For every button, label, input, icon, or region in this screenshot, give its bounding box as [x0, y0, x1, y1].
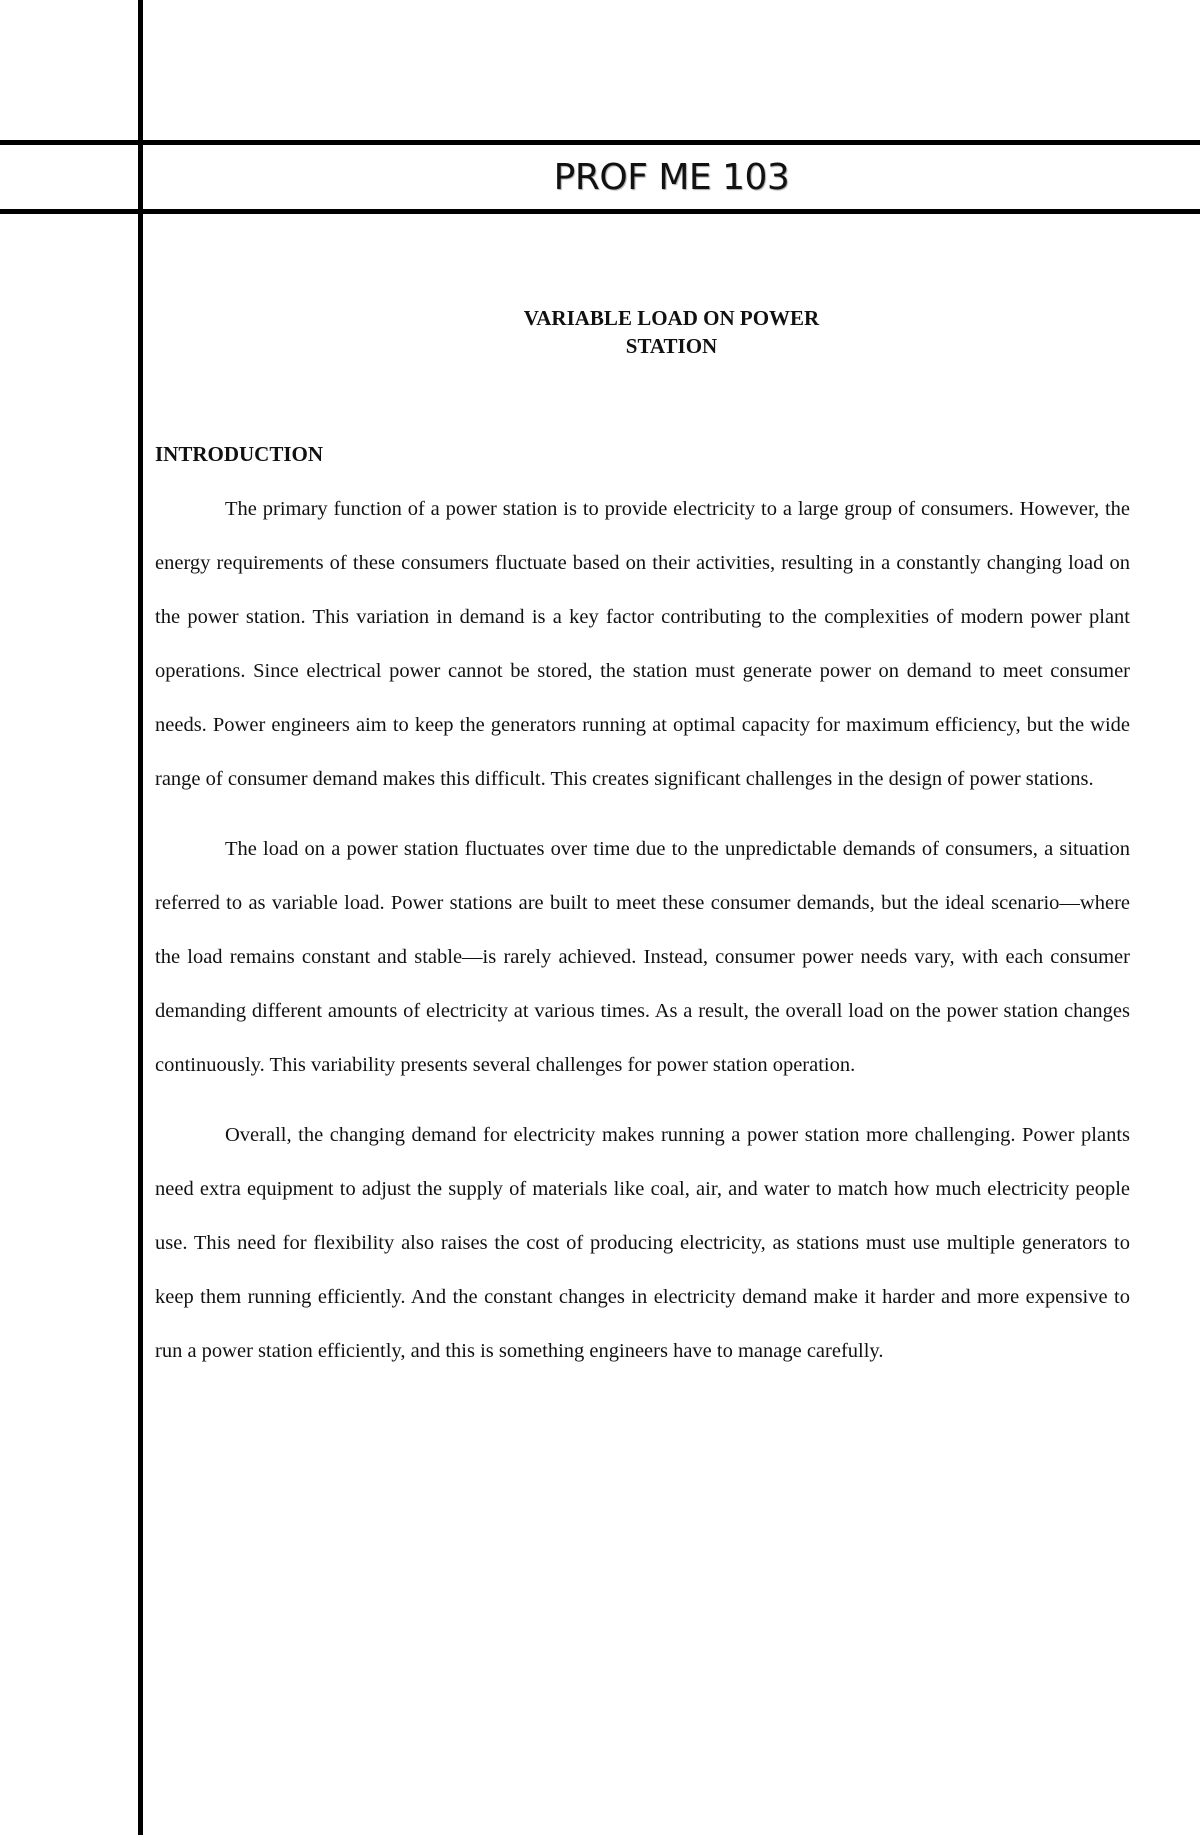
section-heading: INTRODUCTION [155, 442, 324, 466]
header-top-rule [0, 140, 1200, 145]
margin-vertical-rule [138, 0, 143, 1835]
document-title-line-1: VARIABLE LOAD ON POWER [523, 306, 820, 330]
paragraph-1: The primary function of a power station is to provide electricity to a large group of consumers. However, the energy requirements of these consumers fluctuate based on their activities, resulting in a constantly changing load on the power station. This variation in demand is a key factor contributing to the complexities of modern power plant operations. Since electrical power cannot be stored, the station must generate power on demand to meet consumer needs. Power engineers aim to keep the generators running at optimal capacity for maximum efficiency, but the wide range of consumer demand makes this difficult. This creates significant challenges in the design of power stations. [155, 498, 1130, 790]
document-body [155, 440, 1130, 1394]
paragraph-2: The load on a power station fluctuates over time due to the unpredictable demands of consumers, a situation referred to as variable load. Power stations are built to meet these consumer demands, but the ideal scenario—where the load remains constant and stable—is rarely achieved. Instead, consumer power needs vary, with each consumer demanding different amounts of electricity at various times. As a result, the overall load on the power station changes continuously. This variability presents several challenges for power station operation. [155, 838, 1130, 1076]
document-title-line-2: STATION [625, 334, 718, 358]
course-code-header: PROF ME 103 [553, 157, 790, 198]
header-bottom-rule [0, 209, 1200, 214]
paragraph-3: Overall, the changing demand for electricity makes running a power station more challenging. Power plants need extra equipment to adjust the supply of materials like coal, air, and water to match how much electricity people use. This need for flexibility also raises the cost of producing electricity, as stations must use multiple generators to keep them running efficiently. And the constant changes in electricity demand make it harder and more expensive to run a power station efficiently, and this is something engineers have to manage carefully. [155, 1124, 1130, 1362]
document-title [143, 304, 1200, 360]
